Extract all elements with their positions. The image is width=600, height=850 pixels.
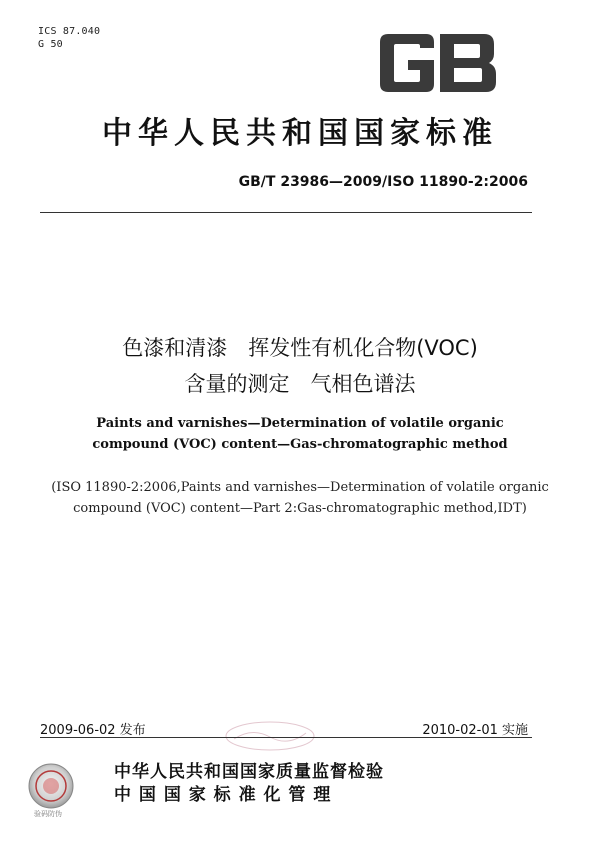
issuer-line2: 中 国 国 家 标 准 化 管 理 [114,785,332,805]
title-en-line1: Paints and varnishes—Determination of volatile organic [96,416,504,431]
title-cn-line1: 色漆和清漆 挥发性有机化合物(VOC) [122,336,478,360]
title-en-line2: compound (VOC) content—Gas-chromatographic method [92,437,508,452]
footer-divider [40,737,532,738]
ccs-code: G 50 [38,39,63,50]
publish-date: 2009-06-02 发布 [40,723,146,738]
standard-category-title: 中华人民共和国国家标准 [102,116,498,151]
stamp-label: 验码防伪 [34,810,62,818]
effective-date: 2010-02-01 实施 [422,723,528,738]
header-divider [40,212,532,213]
issuer-line1: 中华人民共和国国家质量监督检验 [114,762,384,782]
gb-logo-icon [374,30,502,96]
iso-reference-line2: compound (VOC) content—Part 2:Gas-chromatographic method,IDT) [73,501,527,516]
iso-reference-line1: (ISO 11890-2:2006,Paints and varnishes—Determination of volatile organic [51,480,549,495]
watermark-seal-icon [222,719,318,753]
title-cn-line2: 含量的测定 气相色谱法 [184,372,416,396]
standard-number: GB/T 23986—2009/ISO 11890-2:2006 [238,174,528,190]
ics-code: ICS 87.040 [38,26,101,37]
